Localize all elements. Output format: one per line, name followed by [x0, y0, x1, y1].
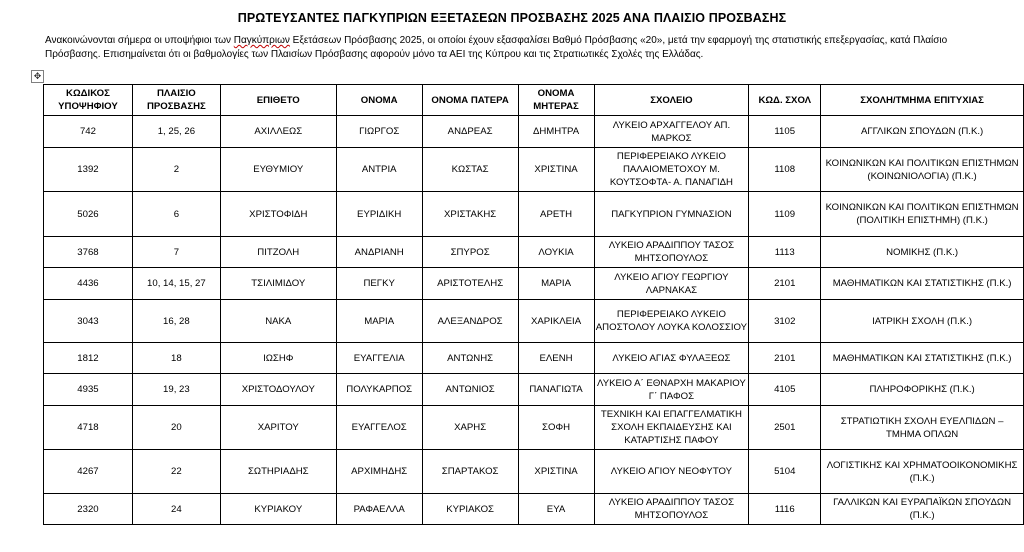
cell-school-code: 1116	[749, 494, 821, 525]
header-access-framework: ΠΛΑΙΣΙΟ ΠΡΟΣΒΑΣΗΣ	[132, 85, 220, 116]
intro-spellcheck-word: Παγκύπριων	[233, 35, 290, 46]
cell-candidate-code: 1812	[44, 343, 133, 374]
cell-access-framework: 6	[132, 192, 220, 237]
table-row	[44, 374, 1024, 406]
cell-mother-name: ΔΗΜΗΤΡΑ	[518, 116, 594, 148]
cell-admitted-department: ΠΛΗΡΟΦΟΡΙΚΗΣ (Π.Κ.)	[821, 374, 1024, 406]
cell-school-code: 2501	[749, 406, 821, 450]
cell-school: ΛΥΚΕΙΟ ΑΓΙΟΥ ΓΕΩΡΓΙΟΥ ΛΑΡΝΑΚΑΣ	[594, 268, 749, 300]
cell-candidate-code: 3043	[44, 300, 133, 343]
header-surname: ΕΠΙΘΕΤΟ	[220, 85, 336, 116]
cell-surname: ΧΑΡΙΤΟΥ	[220, 406, 336, 450]
cell-father-name: ΚΩΣΤΑΣ	[422, 148, 518, 192]
cell-mother-name: ΛΟΥΚΙΑ	[518, 237, 594, 268]
table-row	[44, 268, 1024, 300]
header-admitted-department: ΣΧΟΛΗ/ΤΜΗΜΑ ΕΠΙΤΥΧΙΑΣ	[821, 85, 1024, 116]
cell-father-name: ΑΝΤΩΝΗΣ	[422, 343, 518, 374]
cell-candidate-code: 5026	[44, 192, 133, 237]
cell-access-framework: 10, 14, 15, 27	[132, 268, 220, 300]
cell-access-framework: 1, 25, 26	[132, 116, 220, 148]
cell-first-name: ΠΕΓΚΥ	[336, 268, 422, 300]
table-row	[44, 300, 1024, 343]
cell-school-code: 3102	[749, 300, 821, 343]
cell-school: ΛΥΚΕΙΟ ΑΡΑΔΙΠΠΟΥ ΤΑΣΟΣ ΜΗΤΣΟΠΟΥΛΟΣ	[594, 237, 749, 268]
table-row	[44, 192, 1024, 237]
header-father-name: ΟΝΟΜΑ ΠΑΤΕΡΑ	[422, 85, 518, 116]
cell-father-name: ΚΥΡΙΑΚΟΣ	[422, 494, 518, 525]
cell-school-code: 1108	[749, 148, 821, 192]
cell-school: ΛΥΚΕΙΟ ΑΡΑΔΙΠΠΟΥ ΤΑΣΟΣ ΜΗΤΣΟΠΟΥΛΟΣ	[594, 494, 749, 525]
cell-school: ΛΥΚΕΙΟ ΑΡΧΑΓΓΕΛΟΥ ΑΠ. ΜΑΡΚΟΣ	[594, 116, 749, 148]
cell-access-framework: 2	[132, 148, 220, 192]
cell-surname: ΑΧΙΛΛΕΩΣ	[220, 116, 336, 148]
intro-paragraph	[45, 34, 1005, 62]
cell-access-framework: 19, 23	[132, 374, 220, 406]
table-move-handle-icon[interactable]: ✥	[31, 70, 44, 83]
cell-admitted-department: ΚΟΙΝΩΝΙΚΩΝ ΚΑΙ ΠΟΛΙΤΙΚΩΝ ΕΠΙΣΤΗΜΩΝ (ΚΟΙΝΩΝΙΟΛΟΓΙΑ) (Π.Κ.)	[821, 148, 1024, 192]
cell-admitted-department: ΜΑΘΗΜΑΤΙΚΩΝ ΚΑΙ ΣΤΑΤΙΣΤΙΚΗΣ (Π.Κ.)	[821, 268, 1024, 300]
cell-mother-name: ΕΛΕΝΗ	[518, 343, 594, 374]
cell-father-name: ΑΛΕΞΑΝΔΡΟΣ	[422, 300, 518, 343]
cell-first-name: ΕΥΑΓΓΕΛΙΑ	[336, 343, 422, 374]
cell-first-name: ΑΡΧΙΜΗΔΗΣ	[336, 450, 422, 494]
cell-mother-name: ΜΑΡΙΑ	[518, 268, 594, 300]
cell-school-code: 1105	[749, 116, 821, 148]
cell-father-name: ΧΡΙΣΤΑΚΗΣ	[422, 192, 518, 237]
cell-admitted-department: ΚΟΙΝΩΝΙΚΩΝ ΚΑΙ ΠΟΛΙΤΙΚΩΝ ΕΠΙΣΤΗΜΩΝ (ΠΟΛΙΤΙΚΗ ΕΠΙΣΤΗΜΗ) (Π.Κ.)	[821, 192, 1024, 237]
header-mother-name: ΟΝΟΜΑ ΜΗΤΕΡΑΣ	[518, 85, 594, 116]
cell-surname: ΙΩΣΗΦ	[220, 343, 336, 374]
cell-candidate-code: 4935	[44, 374, 133, 406]
cell-first-name: ΡΑΦΑΕΛΛΑ	[336, 494, 422, 525]
cell-access-framework: 16, 28	[132, 300, 220, 343]
cell-candidate-code: 2320	[44, 494, 133, 525]
table-row	[44, 406, 1024, 450]
cell-admitted-department: ΣΤΡΑΤΙΩΤΙΚΗ ΣΧΟΛΗ ΕΥΕΛΠΙΔΩΝ – ΤΜΗΜΑ ΟΠΛΩΝ	[821, 406, 1024, 450]
table-row	[44, 450, 1024, 494]
cell-school-code: 2101	[749, 343, 821, 374]
cell-mother-name: ΕΥΑ	[518, 494, 594, 525]
cell-school-code: 5104	[749, 450, 821, 494]
cell-admitted-department: ΓΑΛΛΙΚΩΝ ΚΑΙ ΕΥΡΑΠΑΪΚΩΝ ΣΠΟΥΔΩΝ (Π.Κ.)	[821, 494, 1024, 525]
cell-surname: ΚΥΡΙΑΚΟΥ	[220, 494, 336, 525]
cell-school: ΠΕΡΙΦΕΡΕΙΑΚΟ ΛΥΚΕΙΟ ΠΑΛΑΙΟΜΕΤΟΧΟΥ Μ. ΚΟΥΤΣΟΦΤΑ- Α. ΠΑΝΑΓΙΔΗ	[594, 148, 749, 192]
header-school: ΣΧΟΛΕΙΟ	[594, 85, 749, 116]
cell-first-name: ΕΥΡΙΔΙΚΗ	[336, 192, 422, 237]
cell-school: ΤΕΧΝΙΚΗ ΚΑΙ ΕΠΑΓΓΕΛΜΑΤΙΚΗ ΣΧΟΛΗ ΕΚΠΑΙΔΕΥΣΗΣ ΚΑΙ ΚΑΤΑΡΤΙΣΗΣ ΠΑΦΟΥ	[594, 406, 749, 450]
header-school-code: ΚΩΔ. ΣΧΟΛ	[749, 85, 821, 116]
cell-surname: ΣΩΤΗΡΙΑΔΗΣ	[220, 450, 336, 494]
cell-candidate-code: 4436	[44, 268, 133, 300]
cell-first-name: ΓΙΩΡΓΟΣ	[336, 116, 422, 148]
cell-admitted-department: ΜΑΘΗΜΑΤΙΚΩΝ ΚΑΙ ΣΤΑΤΙΣΤΙΚΗΣ (Π.Κ.)	[821, 343, 1024, 374]
cell-father-name: ΑΝΤΩΝΙΟΣ	[422, 374, 518, 406]
header-candidate-code: ΚΩΔΙΚΟΣ ΥΠΟΨΗΦΙΟΥ	[44, 85, 133, 116]
cell-candidate-code: 4267	[44, 450, 133, 494]
cell-access-framework: 24	[132, 494, 220, 525]
cell-access-framework: 20	[132, 406, 220, 450]
results-table	[43, 84, 1024, 525]
cell-candidate-code: 3768	[44, 237, 133, 268]
cell-candidate-code: 1392	[44, 148, 133, 192]
cell-access-framework: 22	[132, 450, 220, 494]
cell-mother-name: ΣΟΦΗ	[518, 406, 594, 450]
table-header-row	[44, 85, 1024, 116]
cell-mother-name: ΧΑΡΙΚΛΕΙΑ	[518, 300, 594, 343]
cell-candidate-code: 4718	[44, 406, 133, 450]
cell-surname: ΝΑΚΑ	[220, 300, 336, 343]
table-row	[44, 343, 1024, 374]
cell-admitted-department: ΙΑΤΡΙΚΗ ΣΧΟΛΗ (Π.Κ.)	[821, 300, 1024, 343]
cell-first-name: ΕΥΑΓΓΕΛΟΣ	[336, 406, 422, 450]
cell-school-code: 4105	[749, 374, 821, 406]
cell-school-code: 1113	[749, 237, 821, 268]
cell-first-name: ΠΟΛΥΚΑΡΠΟΣ	[336, 374, 422, 406]
cell-admitted-department: ΝΟΜΙΚΗΣ (Π.Κ.)	[821, 237, 1024, 268]
cell-school-code: 1109	[749, 192, 821, 237]
cell-surname: ΧΡΙΣΤΟΔΟΥΛΟΥ	[220, 374, 336, 406]
table-row	[44, 116, 1024, 148]
cell-first-name: ΑΝΤΡΙΑ	[336, 148, 422, 192]
cell-school: ΛΥΚΕΙΟ Α΄ ΕΘΝΑΡΧΗ ΜΑΚΑΡΙΟΥ Γ΄ ΠΑΦΟΣ	[594, 374, 749, 406]
table-row	[44, 148, 1024, 192]
cell-access-framework: 7	[132, 237, 220, 268]
cell-first-name: ΜΑΡΙΑ	[336, 300, 422, 343]
header-first-name: ΟΝΟΜΑ	[336, 85, 422, 116]
cell-mother-name: ΑΡΕΤΗ	[518, 192, 594, 237]
cell-access-framework: 18	[132, 343, 220, 374]
cell-mother-name: ΠΑΝΑΓΙΩΤΑ	[518, 374, 594, 406]
cell-school: ΠΕΡΙΦΕΡΕΙΑΚΟ ΛΥΚΕΙΟ ΑΠΟΣΤΟΛΟΥ ΛΟΥΚΑ ΚΟΛΟΣΣΙΟΥ	[594, 300, 749, 343]
cell-school: ΠΑΓΚΥΠΡΙΟΝ ΓΥΜΝΑΣΙΟΝ	[594, 192, 749, 237]
cell-father-name: ΑΝΔΡΕΑΣ	[422, 116, 518, 148]
cell-surname: ΠΙΤΖΟΛΗ	[220, 237, 336, 268]
cell-candidate-code: 742	[44, 116, 133, 148]
page-title: ΠΡΩΤΕΥΣΑΝΤΕΣ ΠΑΓΚΥΠΡΙΩΝ ΕΞΕΤΑΣΕΩΝ ΠΡΟΣΒΑΣΗΣ 2025 ΑΝΑ ΠΛΑΙΣΙΟ ΠΡΟΣΒΑΣΗΣ	[237, 11, 787, 25]
cell-admitted-department: ΛΟΓΙΣΤΙΚΗΣ ΚΑΙ ΧΡΗΜΑΤΟΟΙΚΟΝΟΜΙΚΗΣ (Π.Κ.)	[821, 450, 1024, 494]
cell-mother-name: ΧΡΙΣΤΙΝΑ	[518, 148, 594, 192]
cell-surname: ΤΣΙΛΙΜΙΔΟΥ	[220, 268, 336, 300]
cell-father-name: ΣΠΑΡΤΑΚΟΣ	[422, 450, 518, 494]
table-row	[44, 237, 1024, 268]
intro-text-start: Ανακοινώνονται σήμερα οι υποψήφιοι των	[45, 35, 234, 46]
cell-father-name: ΑΡΙΣΤΟΤΕΛΗΣ	[422, 268, 518, 300]
cell-surname: ΧΡΙΣΤΟΦΙΔΗ	[220, 192, 336, 237]
cell-father-name: ΧΑΡΗΣ	[422, 406, 518, 450]
cell-first-name: ΑΝΔΡΙΑΝΗ	[336, 237, 422, 268]
cell-school: ΛΥΚΕΙΟ ΑΓΙΑΣ ΦΥΛΑΞΕΩΣ	[594, 343, 749, 374]
table-row	[44, 494, 1024, 525]
intro-text-end: Εξετάσεων Πρόσβασης 2025, οι οποίοι έχουν εξασφαλίσει Βαθμό Πρόσβασης «20», μετά την εφαρμογή της στατιστικής επεξεργασίας, κατά Πλαίσιο Πρόσβασης. Επισημαίνεται ότι οι βαθμολογίες των Πλαισίων Πρόσβασης αφορούν μόνο τα ΑΕΙ της Κύπρου και τις Στρατιωτικές Σχολές της Ελλάδας.	[45, 35, 948, 60]
cell-surname: ΕΥΘΥΜΙΟΥ	[220, 148, 336, 192]
cell-father-name: ΣΠΥΡΟΣ	[422, 237, 518, 268]
cell-admitted-department: ΑΓΓΛΙΚΩΝ ΣΠΟΥΔΩΝ (Π.Κ.)	[821, 116, 1024, 148]
cell-school-code: 2101	[749, 268, 821, 300]
cell-school: ΛΥΚΕΙΟ ΑΓΙΟΥ ΝΕΟΦΥΤΟΥ	[594, 450, 749, 494]
cell-mother-name: ΧΡΙΣΤΙΝΑ	[518, 450, 594, 494]
